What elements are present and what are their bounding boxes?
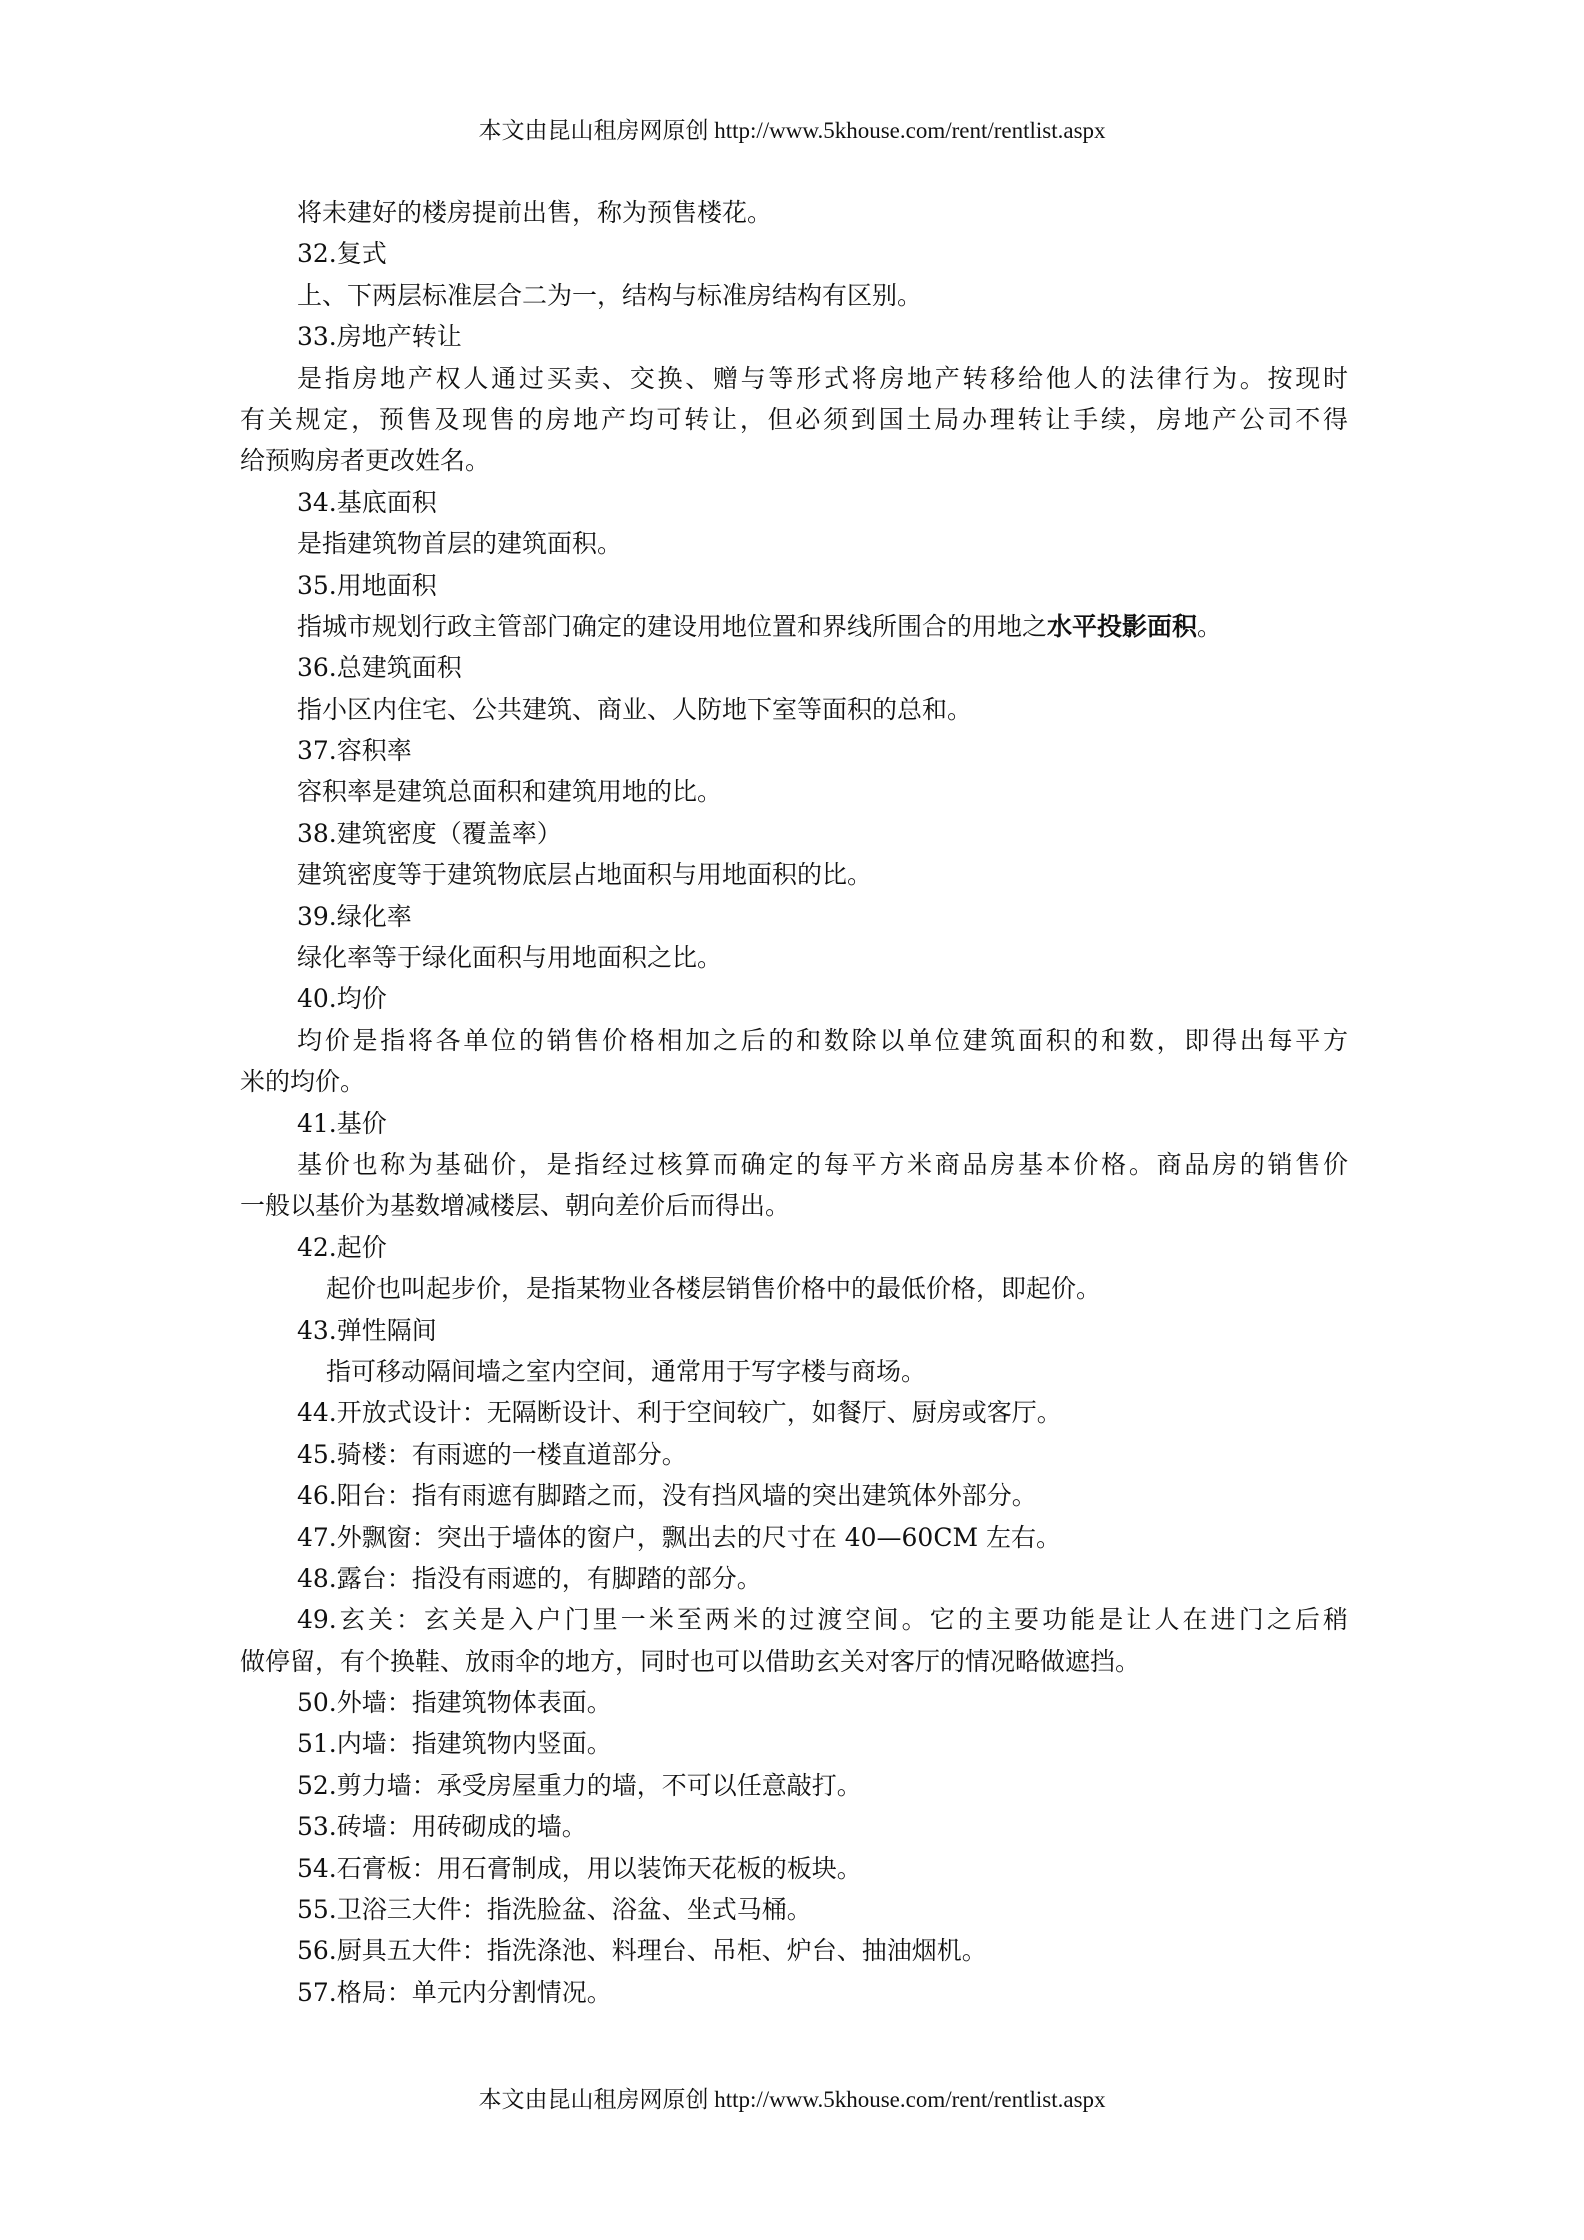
term-line-55: 55.卫浴三大件：指洗脸盆、浴盆、坐式马桶。 bbox=[297, 1895, 812, 1925]
paragraph-line bbox=[240, 606, 1348, 647]
document-body bbox=[240, 192, 1348, 2013]
paragraph-line: 基价也称为基础价，是指经过核算而确定的每平方米商品房基本价格。商品房的销售价 bbox=[297, 1149, 1348, 1179]
term-line-48: 48.露台：指没有雨遮的，有脚踏的部分。 bbox=[297, 1563, 762, 1593]
paragraph-line: 有关规定，预售及现售的房地产均可转让，但必须到国土局办理转让手续，房地产公司不得 bbox=[240, 404, 1348, 434]
term-heading-36: 36.总建筑面积 bbox=[297, 653, 462, 683]
paragraph-line: 给预购房者更改姓名。 bbox=[240, 446, 491, 476]
bold-term: 水平投影面积 bbox=[1047, 611, 1198, 641]
term-heading-42: 42.起价 bbox=[297, 1232, 387, 1262]
paragraph-line: 做停留，有个换鞋、放雨伞的地方，同时也可以借助玄关对客厅的情况略做遮挡。 bbox=[240, 1646, 1141, 1676]
paragraph-line: 起价也叫起步价，是指某物业各楼层销售价格中的最低价格，即起价。 bbox=[326, 1274, 1102, 1304]
term-line-50: 50.外墙：指建筑物体表面。 bbox=[297, 1688, 612, 1718]
paragraph-text: 。 bbox=[1197, 611, 1223, 641]
term-line-51: 51.内墙：指建筑物内竖面。 bbox=[297, 1729, 612, 1759]
term-heading-41: 41.基价 bbox=[297, 1108, 387, 1138]
paragraph-line: 指可移动隔间墙之室内空间，通常用于写字楼与商场。 bbox=[326, 1356, 927, 1386]
paragraph-line: 建筑密度等于建筑物底层占地面积与用地面积的比。 bbox=[297, 860, 873, 890]
term-line-57: 57.格局：单元内分割情况。 bbox=[297, 1977, 612, 2007]
paragraph-line: 上、下两层标准层合二为一，结构与标准房结构有区别。 bbox=[297, 280, 923, 310]
term-heading-34: 34.基底面积 bbox=[297, 487, 437, 517]
paragraph-line: 米的均价。 bbox=[240, 1067, 366, 1097]
term-line-46: 46.阳台：指有雨遮有脚踏之而，没有挡风墙的突出建筑体外部分。 bbox=[297, 1481, 1037, 1511]
term-heading-37: 37.容积率 bbox=[297, 736, 412, 766]
paragraph-line: 是指建筑物首层的建筑面积。 bbox=[297, 529, 623, 559]
page-header: 本文由昆山租房网原创 http://www.5khouse.com/rent/rentlist.aspx bbox=[478, 118, 1106, 143]
term-line-47: 47.外飘窗：突出于墙体的窗户，飘出去的尺寸在 40—60CM 左右。 bbox=[297, 1522, 1062, 1552]
paragraph-line: 容积率是建筑总面积和建筑用地的比。 bbox=[297, 777, 723, 807]
term-line-52: 52.剪力墙：承受房屋重力的墙，不可以任意敲打。 bbox=[297, 1770, 862, 1800]
term-heading-39: 39.绿化率 bbox=[297, 901, 412, 931]
paragraph-text: 指城市规划行政主管部门确定的建设用地位置和界线所围合的用地之 bbox=[297, 611, 1048, 641]
term-line-54: 54.石膏板：用石膏制成，用以装饰天花板的板块。 bbox=[297, 1853, 862, 1883]
term-heading-38: 38.建筑密度（覆盖率） bbox=[297, 818, 562, 848]
paragraph-line: 是指房地产权人通过买卖、交换、赠与等形式将房地产转移给他人的法律行为。按现时 bbox=[297, 363, 1348, 393]
term-line-49: 49.玄关：玄关是入户门里一米至两米的过渡空间。它的主要功能是让人在进门之后稍 bbox=[297, 1605, 1348, 1635]
term-heading-35: 35.用地面积 bbox=[297, 570, 437, 600]
term-heading-40: 40.均价 bbox=[297, 984, 387, 1014]
term-line-45: 45.骑楼：有雨遮的一楼直道部分。 bbox=[297, 1439, 687, 1469]
term-heading-32: 32.复式 bbox=[297, 239, 387, 269]
paragraph-line: 一般以基价为基数增减楼层、朝向差价后而得出。 bbox=[240, 1191, 791, 1221]
paragraph-line: 均价是指将各单位的销售价格相加之后的和数除以单位建筑面积的和数，即得出每平方 bbox=[297, 1025, 1348, 1055]
paragraph-line: 将未建好的楼房提前出售，称为预售楼花。 bbox=[297, 198, 773, 227]
term-heading-43: 43.弹性隔间 bbox=[297, 1315, 437, 1345]
term-line-53: 53.砖墙：用砖砌成的墙。 bbox=[297, 1812, 587, 1842]
term-heading-33: 33.房地产转让 bbox=[297, 322, 462, 352]
term-line-56: 56.厨具五大件：指洗涤池、料理台、吊柜、炉台、抽油烟机。 bbox=[297, 1936, 987, 1966]
term-line-44: 44.开放式设计：无隔断设计、利于空间较广，如餐厅、厨房或客厅。 bbox=[297, 1398, 1062, 1428]
paragraph-line: 绿化率等于绿化面积与用地面积之比。 bbox=[297, 943, 723, 973]
paragraph-line: 指小区内住宅、公共建筑、商业、人防地下室等面积的总和。 bbox=[297, 694, 973, 724]
page-footer: 本文由昆山租房网原创 http://www.5khouse.com/rent/rentlist.aspx bbox=[478, 2087, 1106, 2112]
